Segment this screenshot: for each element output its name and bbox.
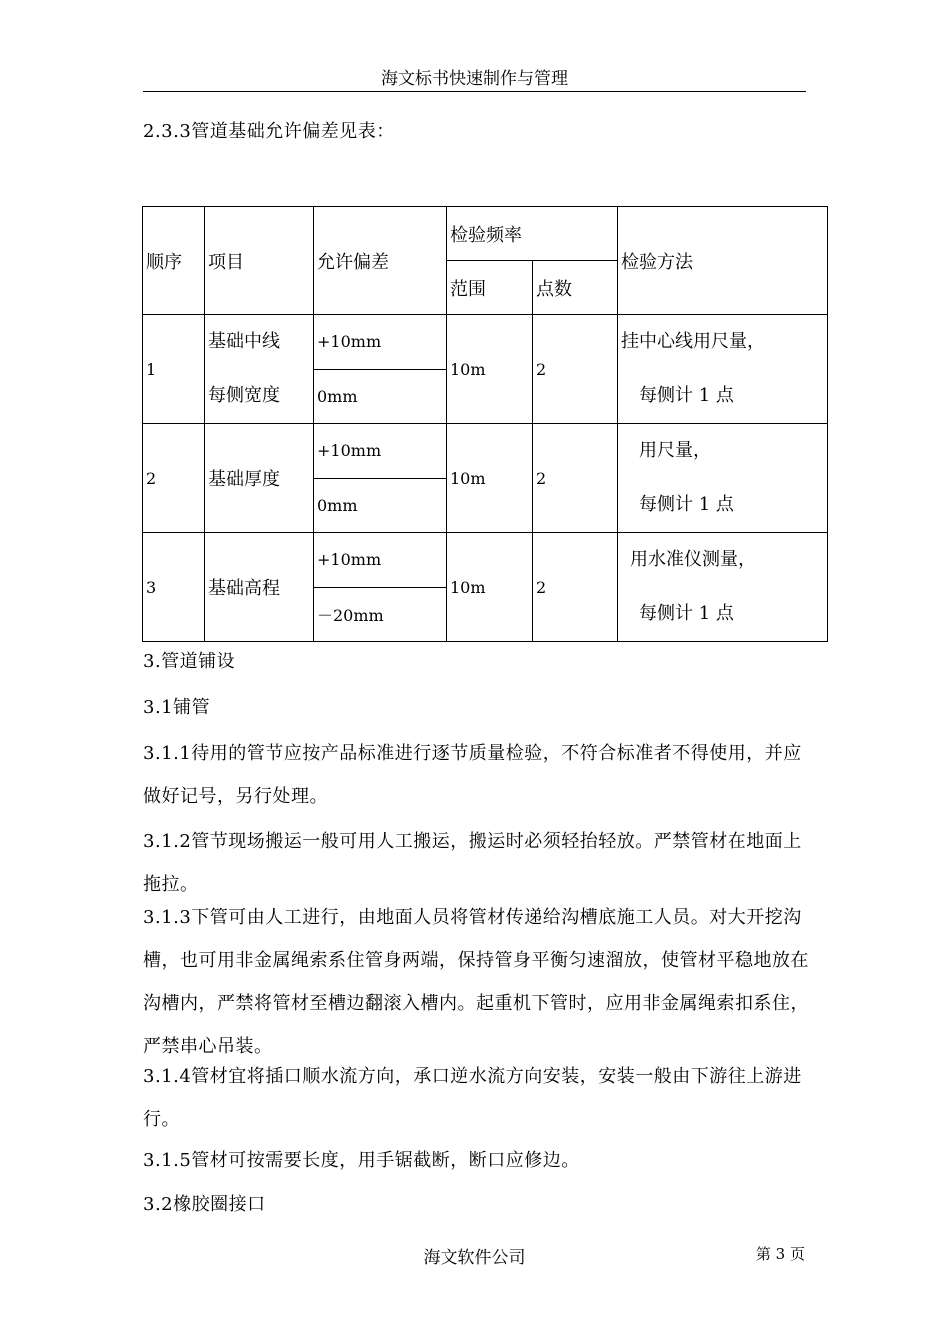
row-item xyxy=(205,315,314,424)
page-number: 第 3 页 xyxy=(755,1245,805,1263)
table-row xyxy=(143,315,828,370)
row-points: 2 xyxy=(533,315,618,424)
row-item: 基础高程 xyxy=(205,533,314,642)
row-method xyxy=(618,533,828,642)
paragraph-3-1-3: 3.1.3下管可由人工进行，由地面人员将管材传递给沟槽底施工人员。对大开挖沟槽，也可用非金属绳索系住管身两端，保持管身平衡匀速溜放，使管材平稳地放在沟槽内，严禁将管材至槽边翻滚入槽内。起重机下管时，应用非金属绳索扣系住，严禁串心吊装。 xyxy=(143,907,809,1057)
page-header: 海文标书快速制作与管理 xyxy=(143,68,806,92)
row-order: 2 xyxy=(143,424,205,533)
row-tol-lower: 0mm xyxy=(314,369,447,424)
row-method-line1: 用尺量， xyxy=(639,440,711,461)
row-item-line2: 每侧宽度 xyxy=(208,385,280,406)
row-tol-upper: +10mm xyxy=(314,533,447,588)
header-method: 检验方法 xyxy=(618,207,828,315)
row-method xyxy=(618,315,828,424)
row-points: 2 xyxy=(533,533,618,642)
header-frequency: 检验频率 xyxy=(447,207,618,261)
header-range: 范围 xyxy=(447,261,533,315)
paragraph-3-1-2: 3.1.2管节现场搬运一般可用人工搬运，搬运时必须轻抬轻放。严禁管材在地面上拖拉。 xyxy=(143,831,802,895)
paragraph-3-1-1: 3.1.1待用的管节应按产品标准进行逐节质量检验，不符合标准者不得使用，并应做好记号，另行处理。 xyxy=(143,743,802,807)
row-order: 3 xyxy=(143,533,205,642)
row-item-line1: 基础中线 xyxy=(208,331,280,352)
row-tol-upper: +10mm xyxy=(314,315,447,370)
table-row xyxy=(143,424,828,479)
row-method-line1: 挂中心线用尺量， xyxy=(621,331,765,352)
header-points: 点数 xyxy=(533,261,618,315)
row-order: 1 xyxy=(143,315,205,424)
section-3-1-heading: 3.1铺管 xyxy=(143,697,211,718)
row-method-line2: 每侧计 1 点 xyxy=(639,494,734,515)
row-tol-lower: 0mm xyxy=(314,478,447,533)
footer-company: 海文软件公司 xyxy=(423,1248,526,1268)
header-item: 项目 xyxy=(205,207,314,315)
row-range: 10m xyxy=(447,315,533,424)
tolerance-table xyxy=(142,206,828,642)
row-tol-upper: +10mm xyxy=(314,424,447,479)
table-row xyxy=(143,533,828,588)
intro-text: 2.3.3管道基础允许偏差见表： xyxy=(143,121,395,142)
row-points: 2 xyxy=(533,424,618,533)
section-3-2-heading: 3.2橡胶圈接口 xyxy=(143,1194,266,1215)
section-3-heading: 3.管道铺设 xyxy=(143,651,236,672)
row-range: 10m xyxy=(447,424,533,533)
row-tol-lower: －20mm xyxy=(314,587,447,642)
paragraph-3-1-5: 3.1.5管材可按需要长度，用手锯截断，断口应修边。 xyxy=(143,1150,580,1171)
row-method-line2: 每侧计 1 点 xyxy=(639,385,734,406)
row-range: 10m xyxy=(447,533,533,642)
table-header-row xyxy=(143,207,828,261)
paragraph-3-1-4: 3.1.4管材宜将插口顺水流方向，承口逆水流方向安装，安装一般由下游往上游进行。 xyxy=(143,1066,802,1130)
row-item: 基础厚度 xyxy=(205,424,314,533)
row-method-line2: 每侧计 1 点 xyxy=(639,603,734,624)
row-method xyxy=(618,424,828,533)
row-method-line1: 用水准仪测量， xyxy=(630,549,756,570)
header-tolerance: 允许偏差 xyxy=(314,207,447,315)
header-order: 顺序 xyxy=(143,207,205,315)
